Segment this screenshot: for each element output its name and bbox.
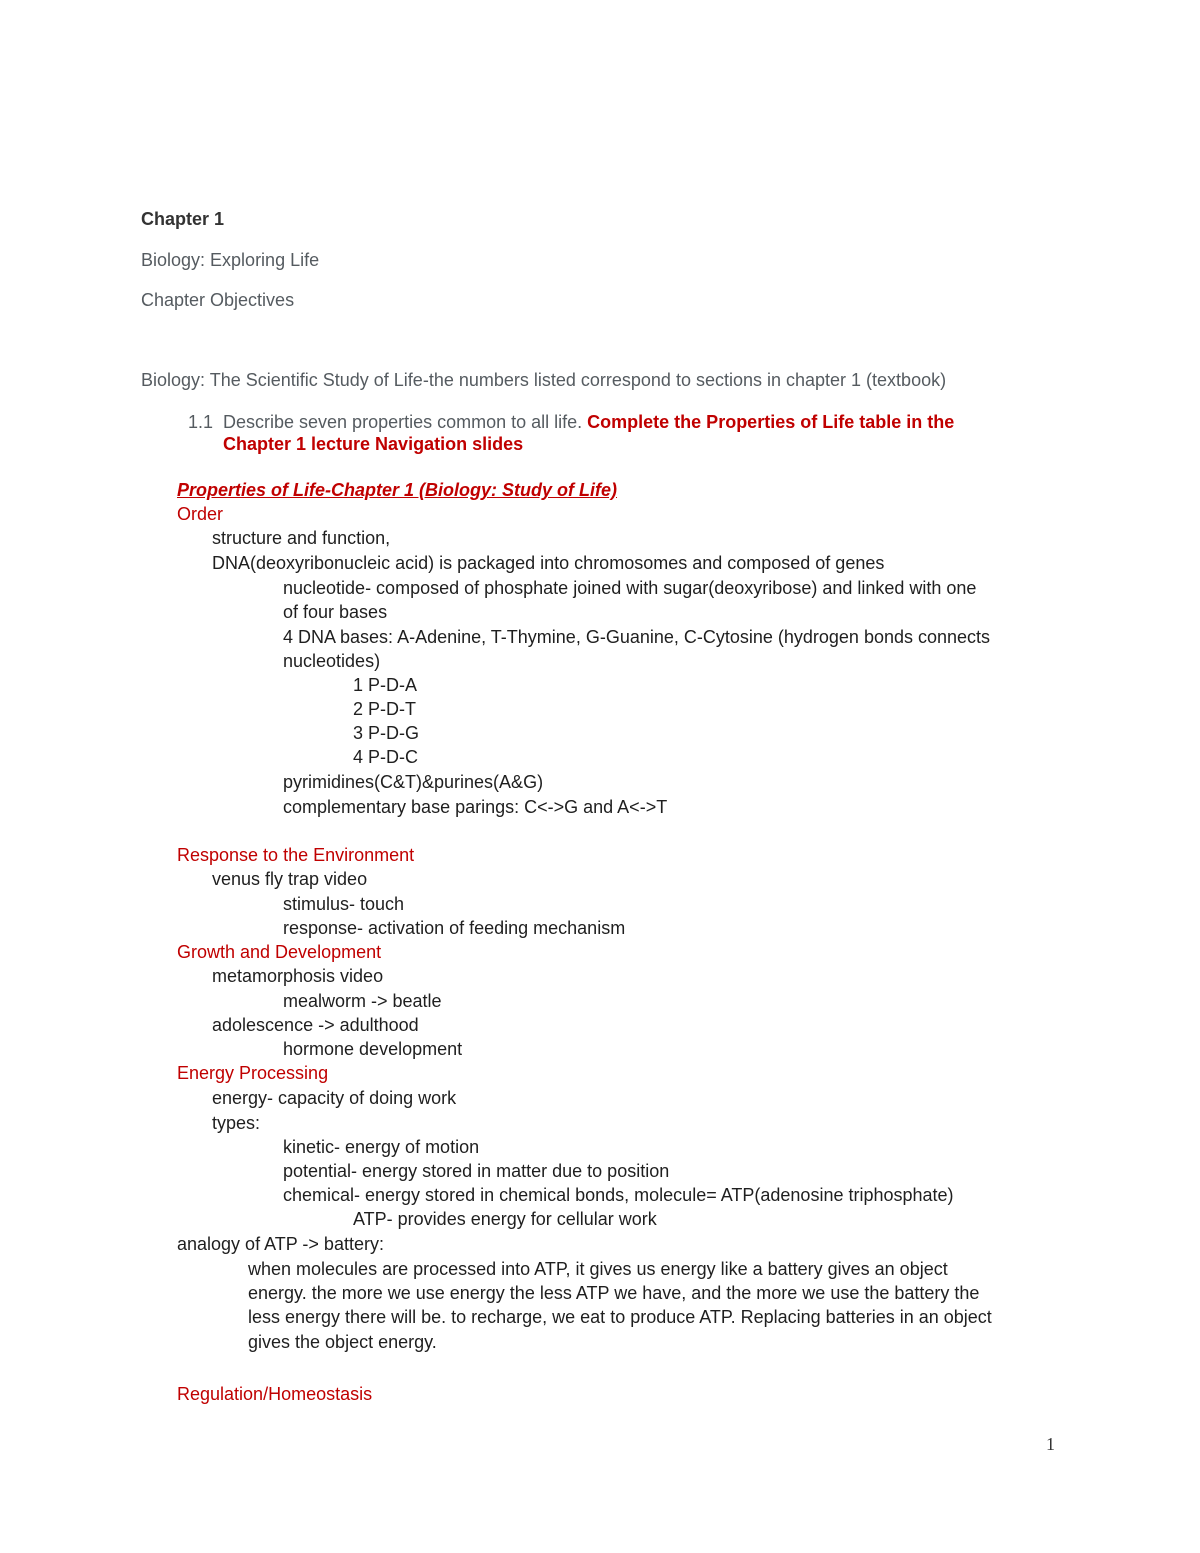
objectives-heading: Chapter Objectives [141, 290, 295, 310]
energy-line: potential- energy stored in matter due to position [283, 1161, 670, 1181]
order-line: DNA(deoxyribonucleic acid) is packaged into chromosomes and composed of genes [212, 553, 885, 573]
response-line: venus fly trap video [212, 869, 368, 889]
analogy-paragraph: when molecules are processed into ATP, it gives us energy like a battery gives an object [248, 1259, 948, 1279]
growth-line: hormone development [283, 1039, 463, 1059]
pair-item: 2 P-D-T [353, 699, 416, 719]
order-line: nucleotides) [283, 651, 381, 671]
pair-item: 1 P-D-A [353, 675, 418, 695]
objective-instruction-cont: Chapter 1 lecture Navigation slides [223, 434, 524, 454]
energy-line: ATP- provides energy for cellular work [353, 1209, 657, 1229]
objective-number: 1.1 [188, 412, 214, 432]
objective-text: Describe seven properties common to all life. [223, 412, 583, 432]
analogy-heading: analogy of ATP -> battery: [177, 1234, 384, 1254]
response-line: stimulus- touch [283, 894, 405, 914]
growth-line: metamorphosis video [212, 966, 384, 986]
order-heading: Order [177, 504, 224, 524]
objective-line-1 [223, 410, 954, 434]
order-line: nucleotide- composed of phosphate joined with sugar(deoxyribose) and linked with one [283, 578, 977, 598]
growth-heading: Growth and Development [177, 942, 382, 962]
order-line: complementary base parings: C<->G and A<->T [283, 797, 668, 817]
analogy-paragraph: less energy there will be. to recharge, we eat to produce ATP. Replacing batteries in an object [248, 1307, 992, 1327]
order-line: structure and function, [212, 528, 391, 548]
chapter-heading: Chapter 1 [141, 209, 225, 229]
energy-line: chemical- energy stored in chemical bonds, molecule= ATP(adenosine triphosphate) [283, 1185, 954, 1205]
pair-item: 4 P-D-C [353, 747, 419, 767]
energy-line: kinetic- energy of motion [283, 1137, 480, 1157]
growth-line: adolescence -> adulthood [212, 1015, 419, 1035]
objective-instruction: Complete the Properties of Life table in the [587, 412, 955, 432]
intro-text: Biology: The Scientific Study of Life-the numbers listed correspond to sections in chapter 1 (textbook) [141, 370, 947, 390]
response-heading: Response to the Environment [177, 845, 415, 865]
chapter-subtitle: Biology: Exploring Life [141, 250, 320, 270]
analogy-paragraph: gives the object energy. [248, 1332, 437, 1352]
order-line: pyrimidines(C&T)&purines(A&G) [283, 772, 544, 792]
section-title: Properties of Life-Chapter 1 (Biology: Study of Life) [177, 480, 618, 500]
order-line: of four bases [283, 602, 388, 622]
page-number: 1 [1046, 1434, 1055, 1454]
energy-line: types: [212, 1113, 261, 1133]
growth-line: mealworm -> beatle [283, 991, 442, 1011]
pair-item: 3 P-D-G [353, 723, 420, 743]
analogy-paragraph: energy. the more we use energy the less ATP we have, and the more we use the battery the [248, 1283, 980, 1303]
regulation-heading: Regulation/Homeostasis [177, 1384, 373, 1404]
energy-line: energy- capacity of doing work [212, 1088, 457, 1108]
response-line: response- activation of feeding mechanism [283, 918, 626, 938]
order-line: 4 DNA bases: A-Adenine, T-Thymine, G-Guanine, C-Cytosine (hydrogen bonds connects [283, 627, 991, 647]
energy-heading: Energy Processing [177, 1063, 329, 1083]
